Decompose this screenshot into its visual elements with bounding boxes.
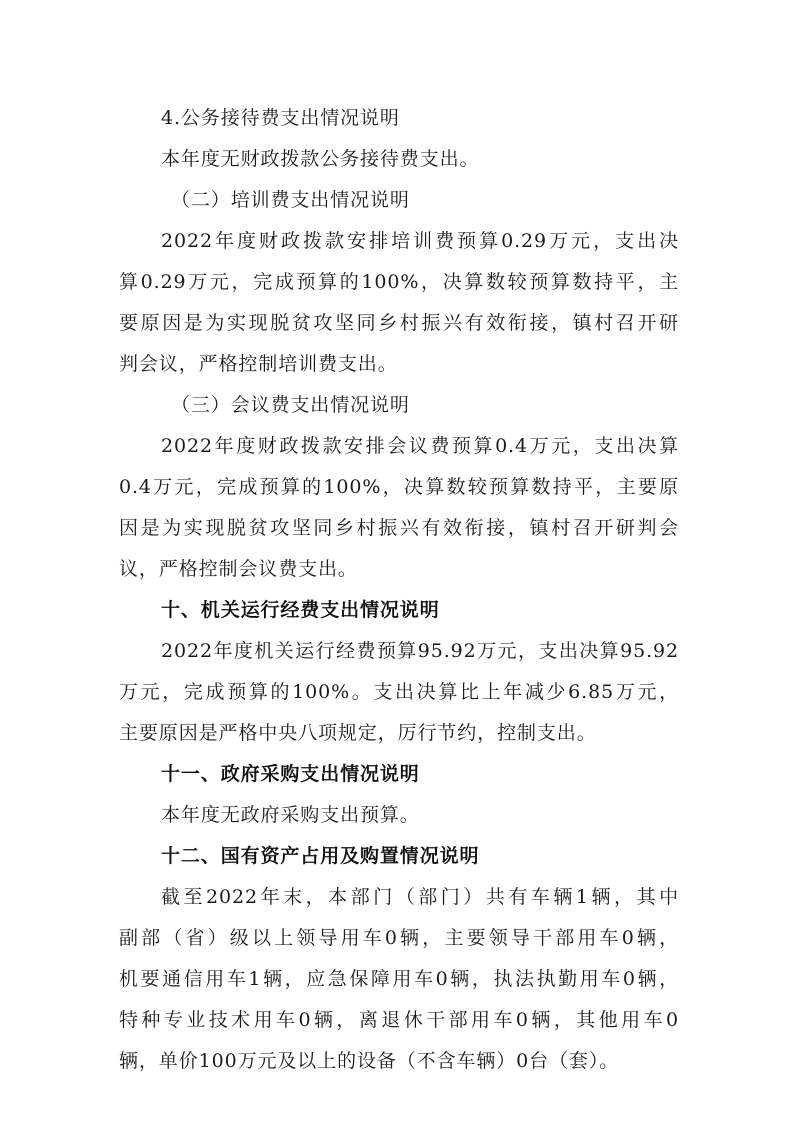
paragraph-line: 0.4万元，完成预算的100%，决算数较预算数持平，主要原: [119, 476, 679, 498]
paragraph-line: 2022年度财政拨款安排培训费预算0.29万元，支出决: [161, 230, 679, 252]
section-heading-procurement: 十一、政府采购支出情况说明: [161, 763, 420, 785]
paragraph-line: 副部（省）级以上领导用车0辆，主要领导干部用车0辆，: [119, 927, 679, 949]
section-heading-state-assets: 十二、国有资产占用及购置情况说明: [161, 845, 480, 867]
paragraph-line: 万元，完成预算的100%。支出决算比上年减少6.85万元，: [119, 681, 679, 703]
paragraph-line: 特种专业技术用车0辆，离退休干部用车0辆，其他用车0: [119, 1009, 679, 1031]
paragraph-line: 2022年度财政拨款安排会议费预算0.4万元，支出决算: [161, 435, 679, 457]
paragraph-line: 2022年度机关运行经费预算95.92万元，支出决算95.92: [161, 640, 679, 662]
subheading-reception-expense: 4.公务接待费支出情况说明: [161, 107, 400, 129]
paragraph-line: 议，严格控制会议费支出。: [119, 558, 358, 580]
paragraph-line: 本年度无政府采购支出预算。: [161, 804, 420, 826]
subheading-meeting-expense: （三）会议费支出情况说明: [171, 394, 410, 416]
paragraph-line: 本年度无财政拨款公务接待费支出。: [161, 148, 480, 170]
paragraph-line: 要原因是为实现脱贫攻坚同乡村振兴有效衔接，镇村召开研: [119, 312, 679, 334]
document-body: [119, 98, 679, 1082]
paragraph-line: 判会议，严格控制培训费支出。: [119, 353, 398, 375]
paragraph-line: 主要原因是严格中央八项规定，厉行节约，控制支出。: [119, 722, 597, 744]
subheading-training-expense: （二）培训费支出情况说明: [171, 189, 410, 211]
section-heading-operating-expense: 十、机关运行经费支出情况说明: [161, 599, 440, 621]
paragraph-line: 机要通信用车1辆，应急保障用车0辆，执法执勤用车0辆，: [119, 968, 679, 990]
paragraph-line: 算0.29万元，完成预算的100%，决算数较预算数持平，主: [119, 271, 679, 293]
paragraph-line: 辆，单价100万元及以上的设备（不含车辆）0台（套）。: [119, 1050, 620, 1072]
paragraph-line: 因是为实现脱贫攻坚同乡村振兴有效衔接，镇村召开研判会: [119, 517, 679, 539]
paragraph-line: 截至2022年末，本部门（部门）共有车辆1辆，其中: [161, 886, 679, 908]
